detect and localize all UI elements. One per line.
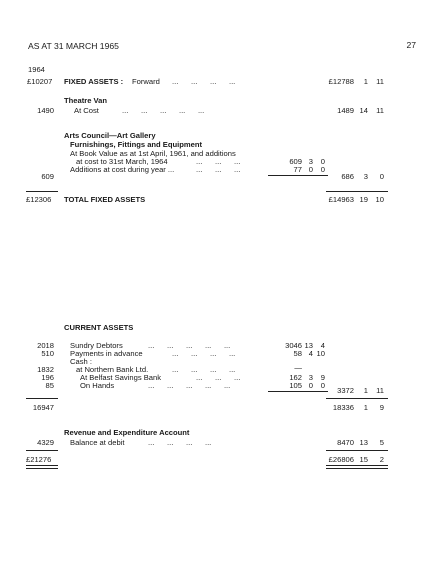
current-assets-subtotal-pounds: 3372 [337,386,354,395]
row-pounds: 58 [293,349,302,358]
row-shillings: 0 [308,381,313,390]
row-dots: ... ... ... ... [172,349,236,358]
arts-council-line2-pence: 0 [320,157,325,166]
arts-council-shillings: 3 [363,172,368,181]
row-label: On Hands [80,381,115,390]
fixed-assets-forward: Forward [132,77,160,86]
current-subtotal-rule [326,398,388,399]
current-assets-subtotal-pence: 11 [376,386,384,395]
row-shillings: 3 [308,373,313,382]
arts-council-line3-pence: 0 [320,165,325,174]
arts-council-line2-shillings: 3 [308,157,313,166]
row-shillings: 13 [304,341,313,350]
arts-council-line2-pounds: 609 [289,157,302,166]
row-prior: 85 [45,381,54,390]
current-assets-subtotal-shillings: 1 [363,386,368,395]
theatre-van-shillings: 14 [359,106,368,115]
row-label: at Northern Bank Ltd. [76,365,149,374]
final-pence: 2 [379,455,384,464]
current-final-rule [326,450,388,451]
arts-council-line2-dots: ... ... ... [196,157,241,166]
theatre-van-pounds: 1489 [337,106,354,115]
revenue-shillings: 13 [359,438,368,447]
row-label: Cash : [70,357,92,366]
theatre-van-prior: 1490 [37,106,54,115]
page-header-title: AS AT 31 MARCH 1965 [28,41,119,51]
prior-subtotal-rule [26,398,58,399]
fixed-assets-dots: ... ... ... ... [172,77,236,86]
current-double-rule [326,465,388,469]
revenue-prior: 4329 [37,438,54,447]
row-shillings: 4 [308,349,313,358]
assets-grand-pounds: 18336 [332,403,354,412]
assets-grand-pence: 9 [379,403,384,412]
revenue-dots: ... ... ... ... [148,438,212,447]
arts-council-line2: at cost to 31st March, 1964 [76,157,168,166]
assets-prior-total: 16947 [32,403,54,412]
arts-council-line1: At Book Value as at 1st April, 1961, and additions [70,149,236,158]
prior-final-rule [26,450,58,451]
fixed-assets-shillings: 1 [363,77,368,86]
arts-council-pounds: 686 [341,172,354,181]
theatre-van-pence: 11 [376,106,384,115]
current-assets-heading: CURRENT ASSETS [64,323,134,332]
page-number: 27 [406,40,416,50]
fixed-assets-label: FIXED ASSETS : [64,77,124,86]
row-dots: ... ... ... [196,373,241,382]
row-pounds: 105 [289,381,302,390]
current-column-rule [326,191,388,192]
total-fixed-label: TOTAL FIXED ASSETS [64,195,146,204]
arts-council-line3-shillings: 0 [308,165,313,174]
arts-council-line3-pounds: 77 [293,165,302,174]
theatre-van-item: At Cost [74,106,99,115]
row-prior: 2018 [37,341,54,350]
arts-council-subheading: Furnishings, Fittings and Equipment [70,140,203,149]
arts-council-line3-dots: ... ... ... [196,165,241,174]
row-prior: 510 [41,349,54,358]
revenue-label: Balance at debit [70,438,125,447]
row-prior: 196 [41,373,54,382]
row-label: Payments in advance [70,349,143,358]
prior-column-rule [26,191,58,192]
final-prior-total: £21276 [26,455,52,464]
row-label: At Belfast Savings Bank [80,373,162,382]
row-dots: ... ... ... ... ... [148,381,231,390]
revenue-pounds: 8470 [337,438,354,447]
theatre-van-heading: Theatre Van [64,96,108,105]
row-pence: 10 [316,349,325,358]
row-pence: 9 [320,373,325,382]
row-label: Sundry Debtors [70,341,123,350]
arts-council-heading: Arts Council—Art Gallery [64,131,156,140]
prior-year-label: 1964 [28,65,45,74]
row-pounds: — [294,363,302,372]
row-pounds: 3046 [285,341,302,350]
fixed-assets-prior: £10207 [27,77,53,86]
row-dots: ... ... ... ... ... [148,341,231,350]
row-prior: 1832 [37,365,54,374]
row-pence: 4 [320,341,325,350]
row-dots: ... ... ... ... [172,365,236,374]
revenue-pence: 5 [379,438,384,447]
assets-grand-shillings: 1 [363,403,368,412]
arts-council-line3: Additions at cost during year ... [70,165,175,174]
fixed-assets-pounds: £12788 [328,77,354,86]
fixed-assets-pence: 11 [376,77,384,86]
total-fixed-prior: £12306 [26,195,52,204]
row-pence: 0 [320,381,325,390]
arts-council-pence: 0 [379,172,384,181]
arts-council-prior: 609 [41,172,54,181]
total-fixed-pence: 10 [375,195,384,204]
total-fixed-shillings: 19 [359,195,368,204]
prior-double-rule [26,465,58,469]
final-shillings: 15 [359,455,368,464]
theatre-van-dots: ... ... ... ... ... [122,106,205,115]
total-fixed-pounds: £14963 [328,195,354,204]
row-pounds: 162 [289,373,302,382]
revenue-heading: Revenue and Expenditure Account [64,428,190,437]
final-pounds: £26806 [328,455,354,464]
